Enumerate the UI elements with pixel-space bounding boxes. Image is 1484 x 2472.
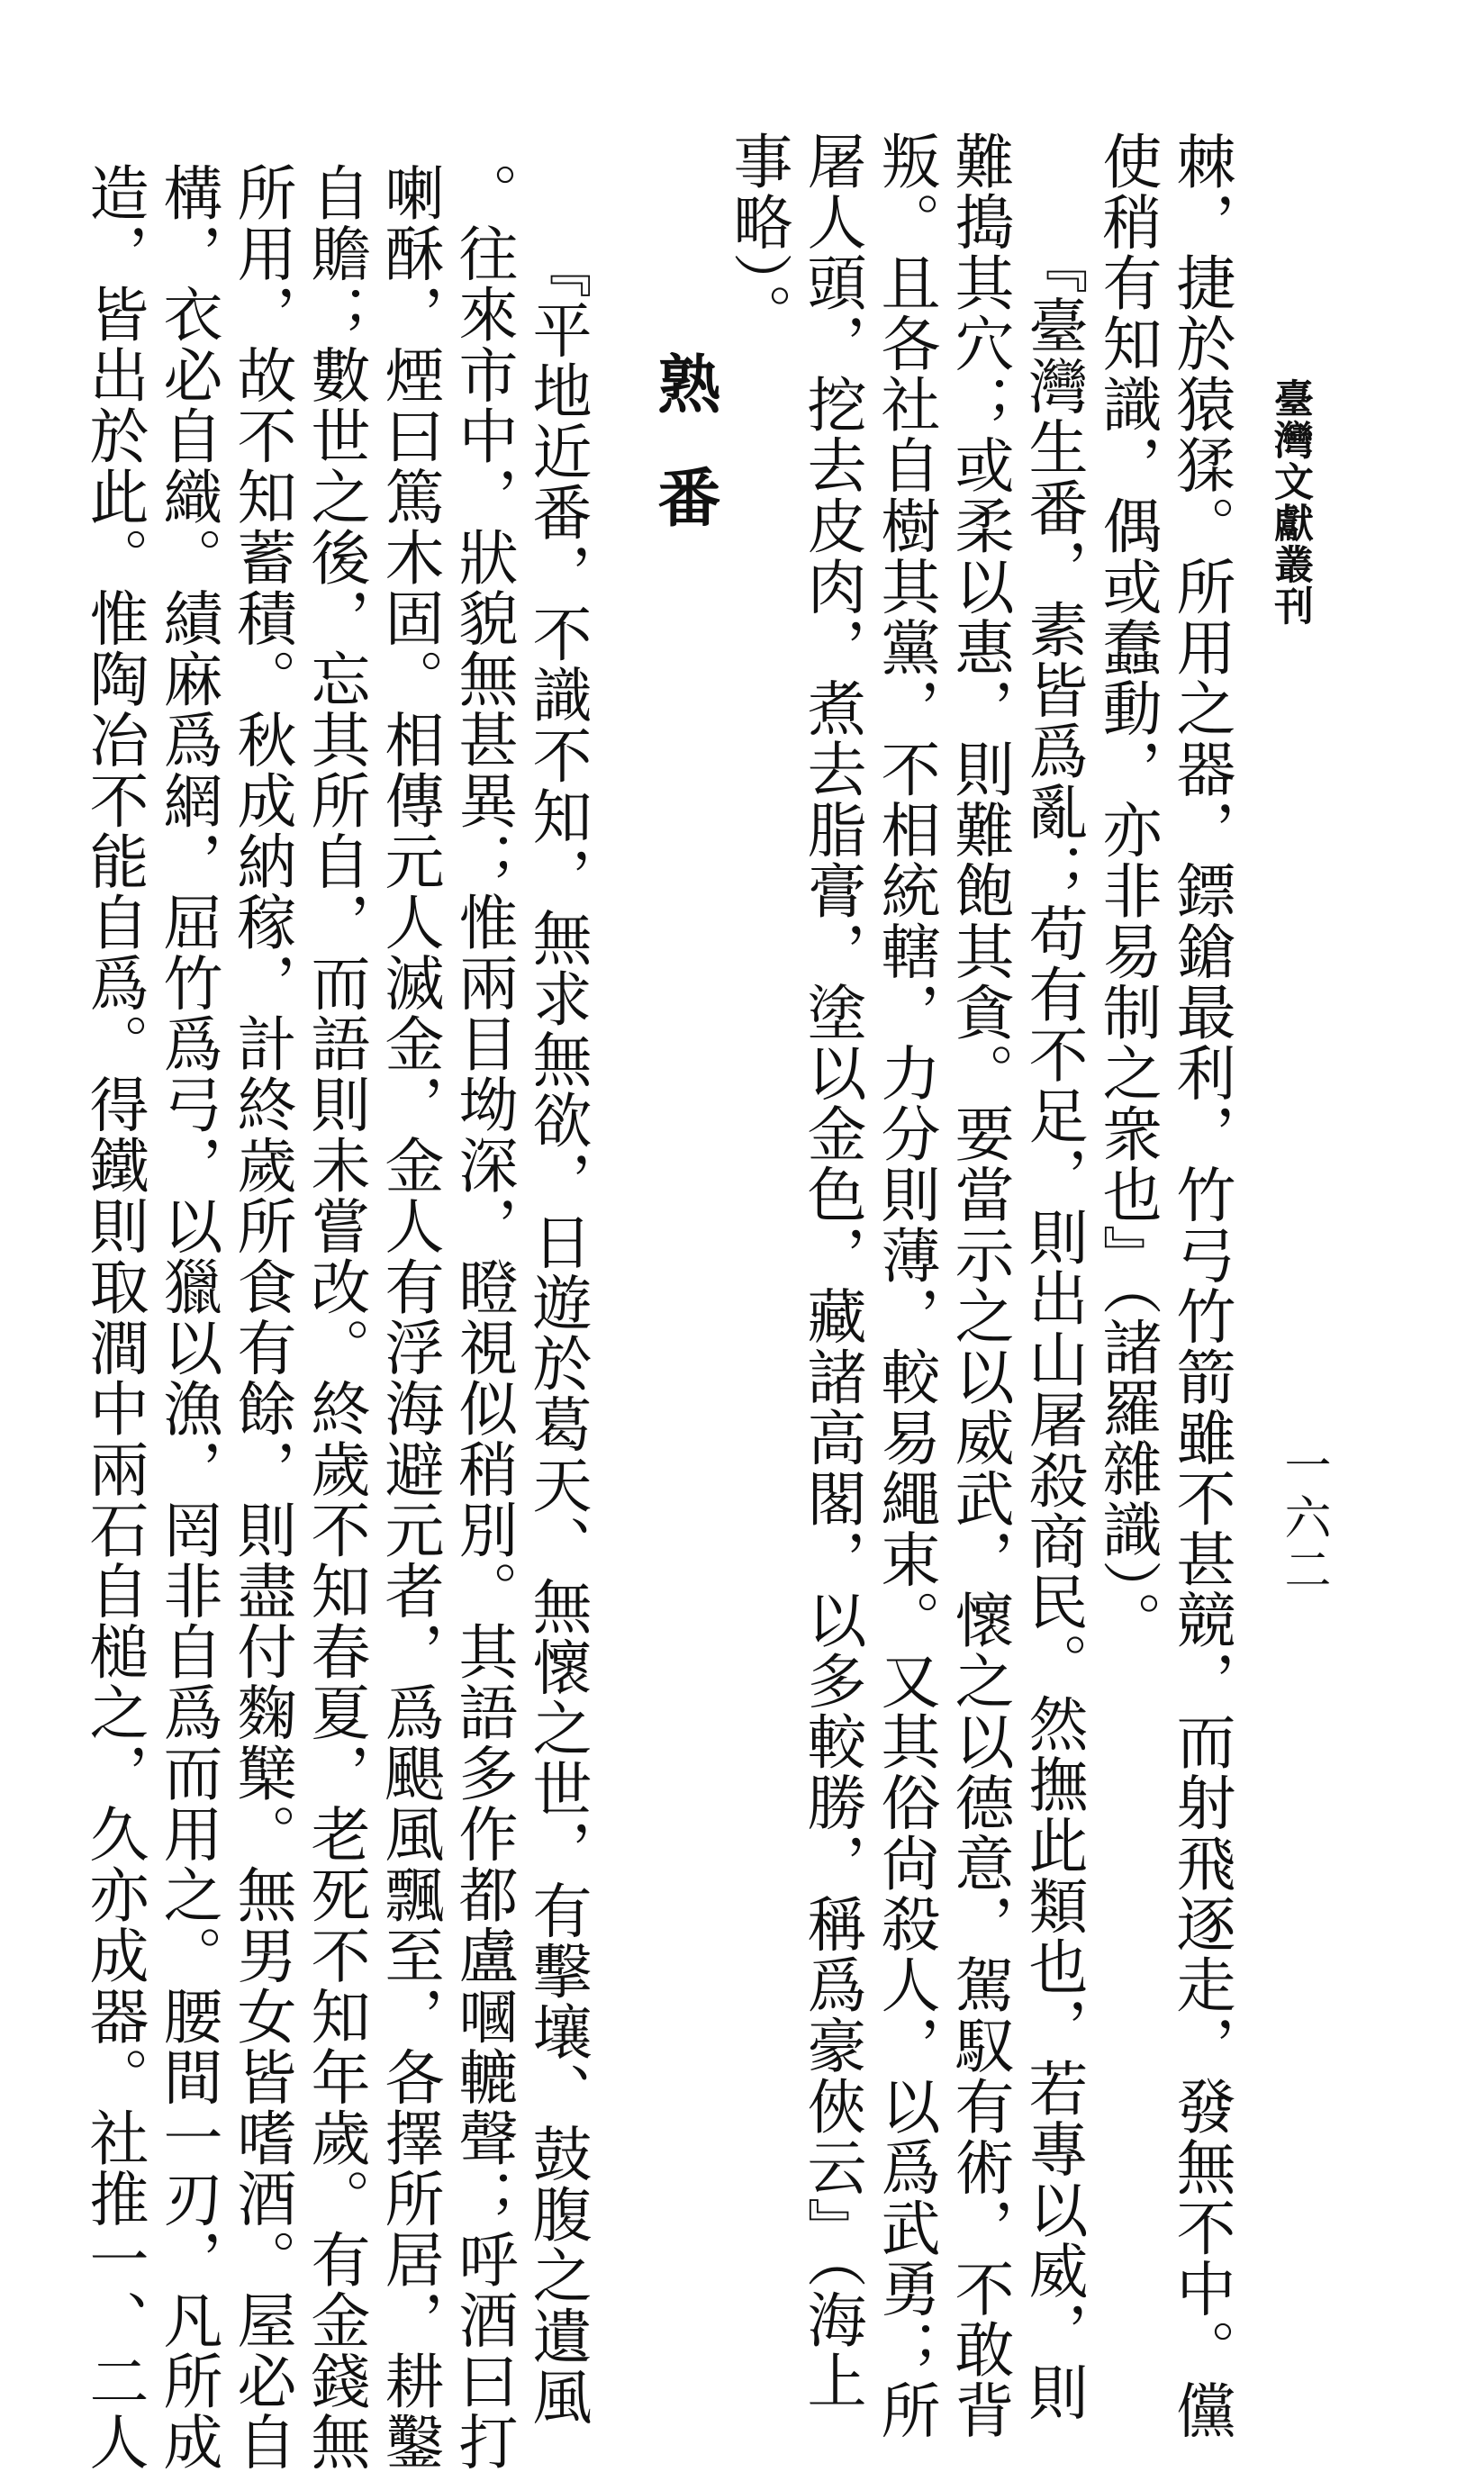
text-column-4: 難搗其穴；或柔以惠，則難飽其貪。要當示之以威武，懷之以德意，駕馭有術，不敢背 <box>945 131 1014 2440</box>
text-column-8: 『平地近番，不識不知，無求無欲，日遊於葛天、無懷之世，有擊壤、鼓腹之遺風 <box>522 239 592 2427</box>
text-column-14: 造，皆出於此。惟陶冶不能自爲。得鐵則取澗中兩石自槌之，久亦成器。社推一、二人 <box>79 162 149 2472</box>
text-column-10: 喇酥，煙曰篤木固。相傳元人滅金，金人有浮海避元者，爲颶風飄至，各擇所居，耕鑿 <box>375 162 444 2472</box>
text-column-5: 叛。且各社自樹其黨，不相統轄，力分則薄，較易繩束。又其俗尙殺人，以爲武勇；所 <box>871 131 940 2440</box>
text-column-11: 自贍；數世之後，忘其所自，而語則未嘗改。終歲不知春夏，老死不知年歲。有金錢無 <box>301 162 370 2472</box>
text-column-3: 『臺灣生番，素皆爲亂；苟有不足，則出山屠殺商民。然撫此類也，若專以威，則 <box>1018 234 1088 2422</box>
section-title: 熟番 <box>647 351 722 578</box>
text-column-7: 事略）。 <box>723 131 792 344</box>
page-number: 一六二 <box>1276 1441 1330 1598</box>
text-column-6: 屠人頭，挖去皮肉，煮去脂膏，塗以金色，藏諸高閣，以多較勝，稱爲豪俠云』（海上 <box>797 131 866 2411</box>
text-column-13: 構，衣必自織。績麻爲網，屈竹爲弓，以獵以漁，罔非自爲而用之。腰間一刃，凡所成 <box>153 162 222 2472</box>
text-column-2: 使稍有知識，偶或蠢動，亦非易制之衆也』（諸羅雜識）。 <box>1092 131 1162 1652</box>
text-column-9: 。往來市中，狀貌無甚異；惟兩目坳深，瞪視似稍別。其語多作都盧嘓轆聲；呼酒曰打 <box>448 162 518 2472</box>
text-column-1: 棘，捷於猿猱。所用之器，鏢鎗最利，竹弓竹箭雖不甚競，而射飛逐走，發無不中。儻 <box>1166 131 1235 2440</box>
book-series-title: 臺灣文獻叢刊 <box>1267 378 1313 627</box>
text-column-12: 所用，故不知蓄積。秋成納稼，計終歲所食有餘，則盡付麴櫱。無男女皆嗜酒。屋必自 <box>227 162 296 2472</box>
